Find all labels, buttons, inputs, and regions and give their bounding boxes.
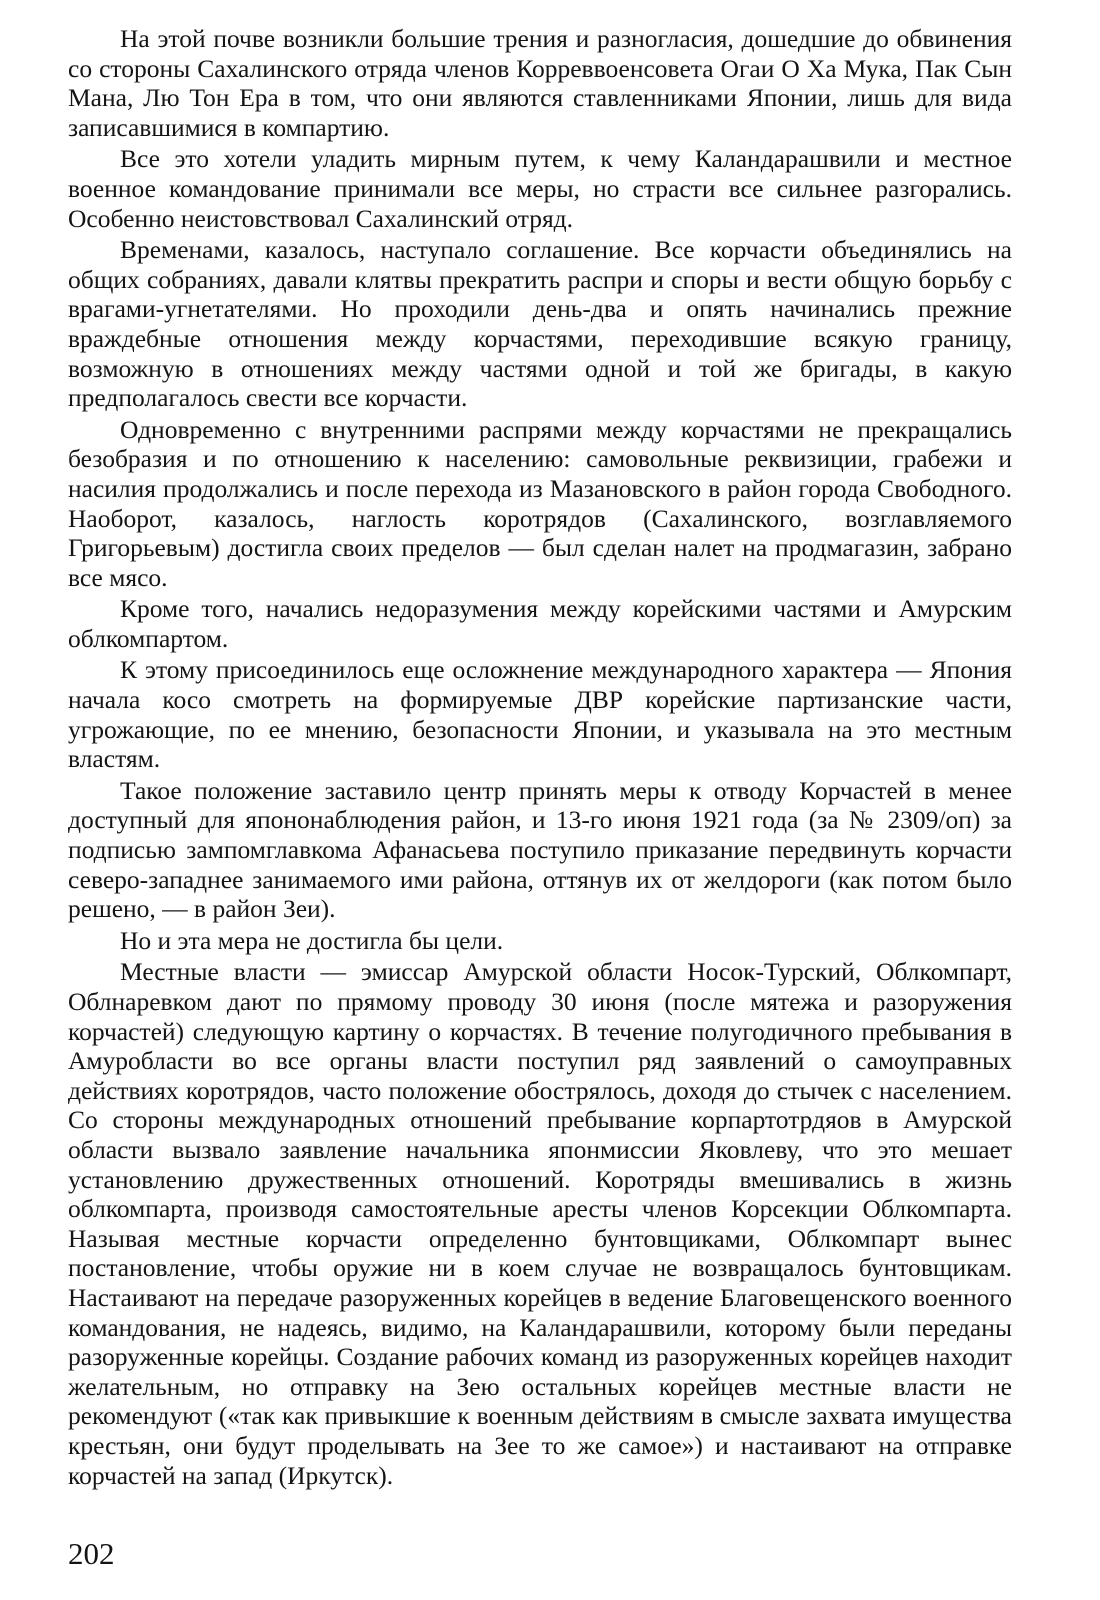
paragraph-7: Такое положение заставило центр принять меры к отводу Корчастей в менее доступный для япононаблюдения район, и 13-го июня 1921 года (за № 2309/оп) за подписью зампомглавкома Афанасьева поступило приказание передвинуть корчасти северо-западнее занимаемого ими района, оттянув их от желдороги (как потом было решено, — в район Зеи).: [68, 775, 1012, 924]
page-number: 202: [68, 1536, 115, 1571]
paragraph-1: На этой почве возникли большие трения и разногласия, дошедшие до обвинения со стороны Сахалинского отряда членов Корреввоенсовета Огаи О Ха Мука, Пак Сын Мана, Лю Тон Ера в том, что они являются ставленниками Японии, лишь для вида записавшимися в компартию.: [68, 24, 1012, 142]
page-body: [68, 24, 1012, 1492]
paragraph-4: Одновременно с внутренними распрями между корчастями не прекращались безобразия и по отношению к населению: самовольные реквизиции, грабежи и насилия продолжались и после перехода из Мазановского в район города Свободного. Наоборот, казалось, наглость коротрядов (Сахалинского, возглавляемого Григорьевым) достигла своих пределов — был сделан налет на продмагазин, забрано все мясо.: [68, 414, 1012, 592]
paragraph-6: К этому присоединилось еще осложнение международного характера — Япония начала косо смотреть на формируемые ДВР корейские партизанские части, угрожающие, по ее мнению, безопасности Японии, и указывала на это местным властям.: [68, 655, 1012, 774]
paragraph-3: Временами, казалось, наступало соглашение. Все корчасти объединялись на общих собраниях, давали клятвы прекратить распри и споры и вести общую борьбу с врагами-угнетателями. Но проходили день-два и опять начинались прежние враждебные отношения между корчастями, переходившие всякую границу, возможную в отношениях между частями одной и той же бригады, в какую предполагалось свести все корчасти.: [68, 235, 1012, 413]
paragraph-8: Но и эта мера не достигла бы цели.: [120, 925, 504, 955]
paragraph-9: Местные власти — эмиссар Амурской области Носок-Турский, Облкомпарт, Облнаревком дают по прямому проводу 30 июня (после мятежа и разоружения корчастей) следующую картину о корчастях. В течение полугодичного пребывания в Амуробласти во все органы власти поступил ряд заявлений о самоуправных действиях коротрядов, часто положение обострялось, доходя до стычек с населением. Со стороны международных отношений пребывание корпартотрдяов в Амурской области вызвало заявление начальника японмиссии Яковлеву, что это мешает установлению дружественных отношений. Коротряды вмешивались в жизнь облкомпарта, производя самостоятельные аресты членов Корсекции Облкомпарта. Называя местные корчасти определенно бунтовщиками, Облкомпарт вынес постановление, чтобы оружие ни в коем случае не возвращалось бунтовщикам. Настаивают на передаче разоруженных корейцев в ведение Благовещенского военного командования, не надеясь, видимо, на Каландарашвили, которому были переданы разоруженные корейцы. Создание рабочих команд из разоруженных корейцев находит желательным, но отправку на Зею остальных корейцев местные власти не рекомендуют («так как привыкшие к военным действиям в смысле захвата имущества крестьян, они будут проделывать на Зее то же самое») и настаивают на отправке корчастей на запад (Иркутск).: [68, 957, 1012, 1490]
paragraph-2: Все это хотели уладить мирным путем, к чему Каландарашвили и местное военное командование принимали все меры, но страсти все сильнее разгорались. Особенно неистовствовал Сахалинский отряд.: [68, 144, 1012, 233]
paragraph-5: Кроме того, начались недоразумения между корейскими частями и Амурским облкомпартом.: [68, 594, 1012, 653]
